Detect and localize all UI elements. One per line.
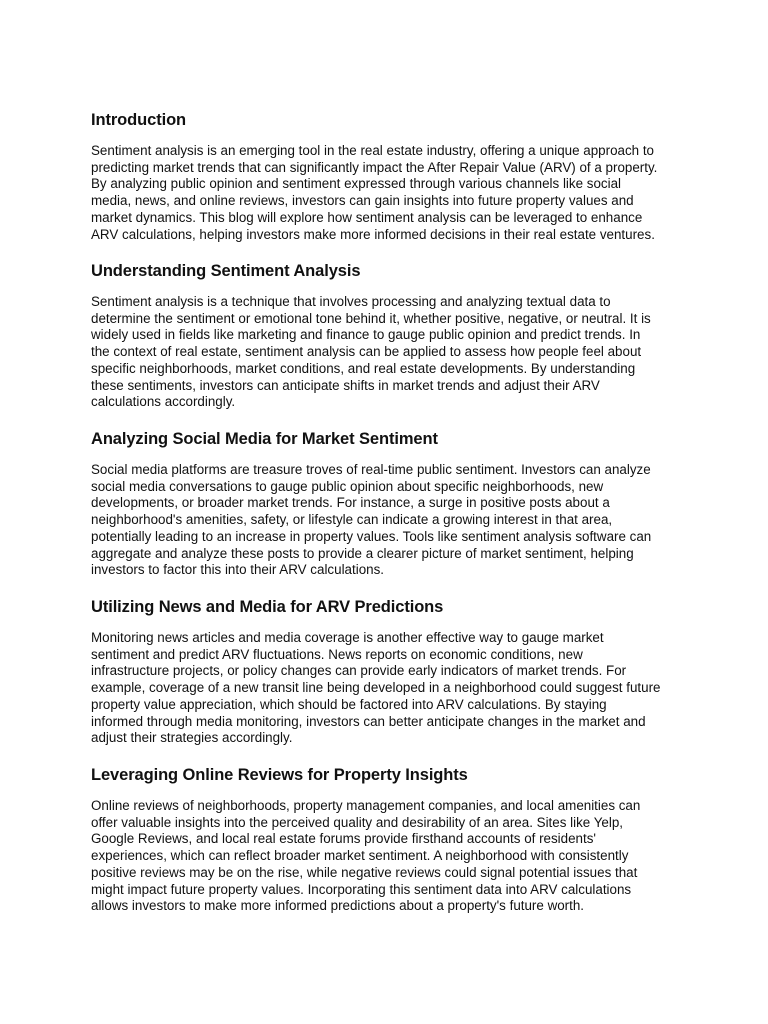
section-paragraph: Social media platforms are treasure troves of real-time public sentiment. Investors can analyze social media conversations to gauge public opinion about specific neighborhoods, new developments, or broader market trends. For instance, a surge in positive posts about a neighborhood's amenities, safety, or lifestyle can indicate a growing interest in that area, potentially leading to an increase in property values. Tools like sentiment analysis software can aggregate and analyze these posts to provide a clearer picture of market sentiment, helping investors to factor this into their ARV calculations. [91, 462, 652, 578]
section-analyzing-social-media [91, 429, 691, 579]
section-leveraging-online-reviews [91, 765, 691, 915]
section-introduction [91, 110, 691, 243]
section-heading: Understanding Sentiment Analysis [91, 262, 361, 280]
section-paragraph: Online reviews of neighborhoods, property management companies, and local amenities can offer valuable insights into the perceived quality and desirability of an area. Sites like Yelp, Google Reviews, and local real estate forums provide firsthand accounts of residents' experiences, which can reflect broader market sentiment. A neighborhood with consistently positive reviews may be on the rise, while negative reviews could signal potential issues that might impact future property values. Incorporating this sentiment data into ARV calculations allows investors to make more informed predictions about a property's future worth. [91, 798, 641, 914]
section-heading: Utilizing News and Media for ARV Predictions [91, 598, 444, 616]
section-heading: Introduction [91, 111, 187, 129]
section-heading: Analyzing Social Media for Market Sentiment [91, 430, 438, 448]
section-paragraph: Sentiment analysis is an emerging tool in the real estate industry, offering a unique approach to predicting market trends that can significantly impact the After Repair Value (ARV) of a property. By analyzing public opinion and sentiment expressed through various channels like social media, news, and online reviews, investors can gain insights into future property values and market dynamics. This blog will explore how sentiment analysis can be leveraged to enhance ARV calculations, helping investors make more informed decisions in their real estate ventures. [91, 143, 658, 242]
section-paragraph: Sentiment analysis is a technique that involves processing and analyzing textual data to determine the sentiment or emotional tone behind it, whether positive, negative, or neutral. It is widely used in fields like marketing and finance to gauge public opinion and predict trends. In the context of real estate, sentiment analysis can be applied to assess how people feel about specific neighborhoods, market conditions, and real estate developments. By understanding these sentiments, investors can anticipate shifts in market trends and adjust their ARV calculations accordingly. [91, 294, 651, 410]
section-heading: Leveraging Online Reviews for Property Insights [91, 766, 468, 784]
section-utilizing-news-and-media [91, 597, 691, 747]
section-paragraph: Monitoring news articles and media coverage is another effective way to gauge market sentiment and predict ARV fluctuations. News reports on economic conditions, new infrastructure projects, or policy changes can provide early indicators of market trends. For example, coverage of a new transit line being developed in a neighborhood could suggest future property value appreciation, which should be factored into ARV calculations. By staying informed through media monitoring, investors can better anticipate changes in the market and adjust their strategies accordingly. [91, 630, 661, 746]
section-understanding-sentiment-analysis [91, 261, 691, 411]
